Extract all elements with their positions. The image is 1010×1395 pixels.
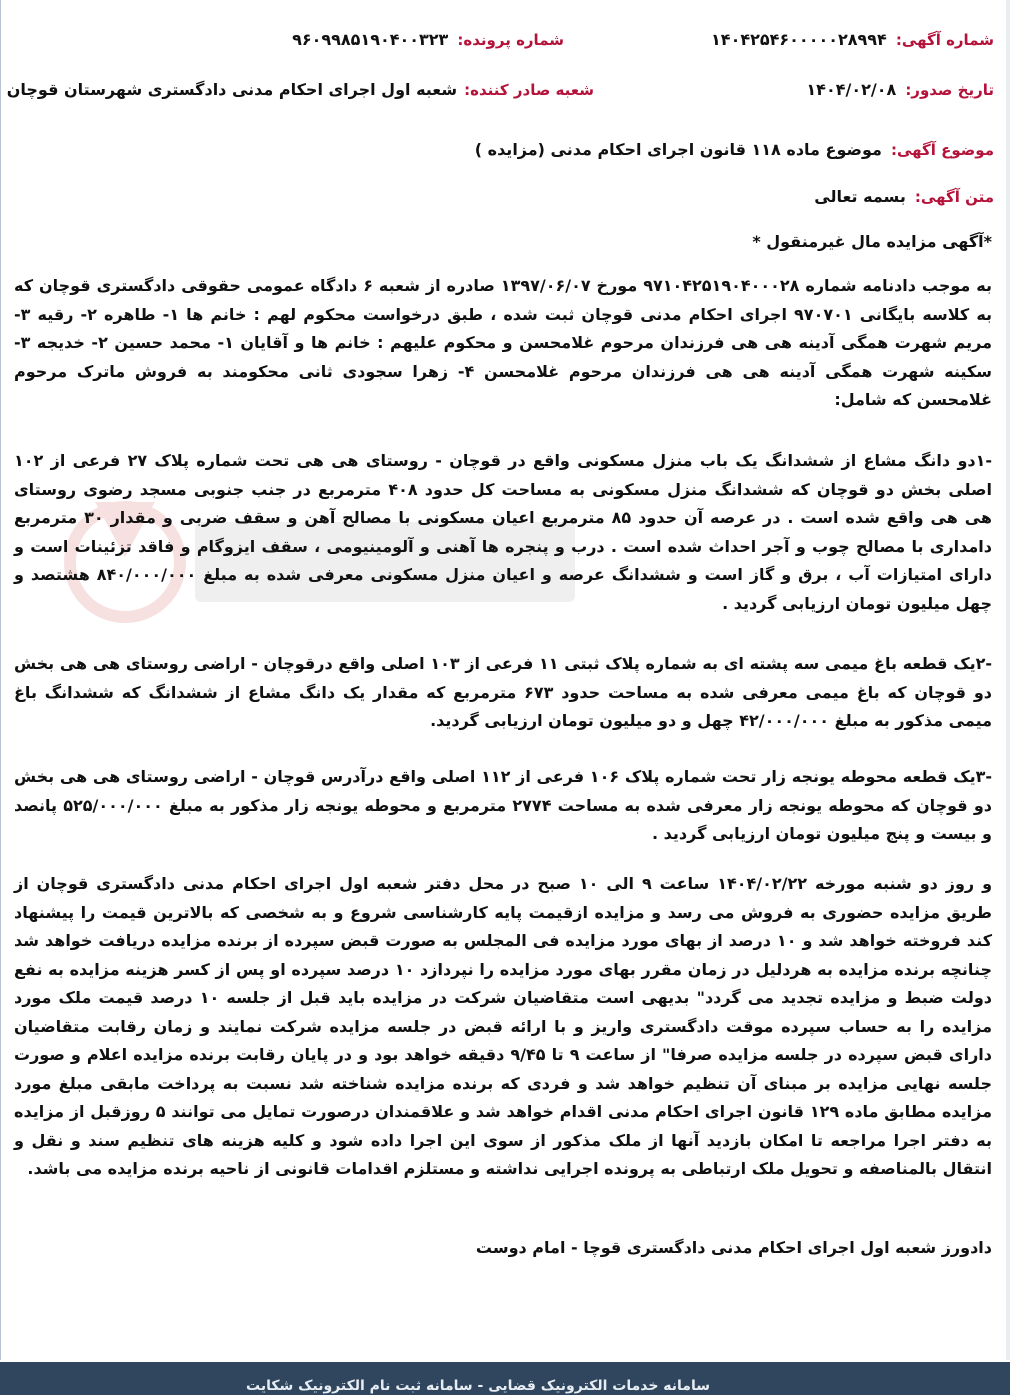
subject: موضوع ماده ۱۱۸ قانون اجرای احکام مدنی (مزایده ) [474, 140, 882, 159]
issue-date-label: تاریخ صدور: [905, 81, 994, 99]
text-start-row [814, 187, 994, 206]
ad-number: ۱۴۰۴۲۵۴۶۰۰۰۰۰۲۸۹۹۴ [711, 30, 887, 49]
footer-bar [0, 1362, 1010, 1395]
text-start: بسمه تعالی [814, 187, 906, 206]
scrollbar-track[interactable] [1006, 0, 1010, 1360]
subject-row [475, 140, 994, 159]
subject-label: موضوع آگهی: [890, 141, 994, 159]
footer-text: سامانه خدمات الکترونیک قضایی - سامانه ثبت نام الکترونیک شکایت [246, 1378, 710, 1394]
issue-date: ۱۴۰۴/۰۲/۰۸ [806, 80, 897, 99]
auction-paragraph: و روز دو شنبه مورخه ۱۴۰۴/۰۲/۲۲ ساعت ۹ الی ۱۰ صبح در محل دفتر شعبه اول اجرای احکام مدنی دادگستری قوچان از طریق مزایده حضوری به فروش می رسد و مزایده ازقیمت پایه کارشناسی شروع و به شخصی که بالاترین قیمت را پیشنهاد کند فروخته خواهد شد و ۱۰ درصد از بهای مورد مزایده فی المجلس به صورت قبض سپرده از برنده مزایده دریافت خواهد شد چنانچه برنده مزایده به هردلیل در زمان مقرر بهای مورد مزایده را نپردازد ۱۰ درصد سپرده او پس از کسر هزینه مزایده به نفع دولت ضبط و مزایده تجدید می گردد" بدیهی است متقاضیان شرکت در مزایده باید قبل از جلسه ۱۰ درصد قیمت ملک مورد مزایده را به حساب سپرده موقت دادگستری واریز و با ارائه قبض در جلسه مزایده شرکت نمایند و زمان رقابت متقاضیان دارای قبض سپرده در جلسه مزایده صرفا" از ساعت ۹ تا ۹/۴۵ دقیقه خواهد بود و در پایان رقابت برنده مزایده اعلام و صورت جلسه نهایی مزایده بر مبنای آن تنظیم خواهد شد و فردی که برنده مزایده شناخته شد نسبت به پرداخت مابقی مبلغ مورد مزایده مطابق ماده ۱۲۹ قانون اجرای احکام مدنی اقدام خواهد شد و علاقمندان درصورت تمایل می توانند ۵ روزقبل از مزایده به دفتر اجرا مراجعه تا امکان بازدید آنها از ملک مذکور از سوی این اجرا داده شود و کلیه هزینه های تنظیم سند و نقل و انتقال بالمناصفه و تحویل ملک ارتباطی به پرونده اجرایی نداشته و مستلزم اقدامات قانونی از ناحیه برنده مزایده می باشد. [14, 874, 993, 1178]
issue-date-row [806, 80, 994, 99]
issuer: شعبه اول اجرای احکام مدنی دادگستری شهرستان قوچان [6, 80, 458, 99]
case-number: ۹۶۰۹۹۸۵۱۹۰۴۰۰۳۲۳ [292, 30, 449, 49]
case-number-label: شماره پرونده: [457, 31, 564, 49]
item-2-paragraph: -۲یک قطعه باغ میمی سه پشته ای به شماره پلاک ثبتی ۱۱ فرعی از ۱۰۳ اصلی واقع درقوچان - اراضی روستای هی هی بخش دو قوچان که باغ میمی معرفی شده به مساحت حدود ۶۷۳ مترمربع که مقدار یک دانگ مشاع از ششدانگ که ششدانگ باغ میمی مذکور به مبلغ ۴۲/۰۰۰/۰۰۰ چهل و دو میلیون تومان ارزیابی گردید. [14, 654, 993, 730]
signature-line: دادورز شعبه اول اجرای احکام مدنی دادگستری قوچا - امام دوست [475, 1238, 992, 1257]
text-label: متن آگهی: [914, 188, 994, 206]
case-number-row [292, 30, 564, 49]
issuer-row [7, 80, 594, 99]
notice-title: *آگهی مزایده مال غیرمنقول * [752, 232, 992, 251]
item-1-paragraph: -۱دو دانگ مشاع از ششدانگ یک باب منزل مسکونی واقع در قوچان - روستای هی هی تحت شماره پلاک ۲۷ فرعی از ۱۰۲ اصلی بخش دو قوچان که ششدانگ منزل مسکونی به مساحت کل حدود ۴۰۸ مترمربع در جنب جنوبی مسجد رضوی روستای هی هی واقع شده است . در عرصه آن حدود ۸۵ مترمربع اعیان مسکونی با مصالح آهن و سقف ضربی و مقدار ۳۰ مترمربع دامداری با مصالح چوب و آجر احداث شده است . درب و پنجره ها آهنی و آلومینیومی ، سقف ایزوگام و فاقد تزئینات است و دارای امتیازات آب ، برق و گاز است و ششدانگ عرصه و اعیان منزل مسکونی معرفی شده به مبلغ ۸۴۰/۰۰۰/۰۰۰ هشتصد و چهل میلیون تومان ارزیابی گردید . [14, 451, 993, 613]
issuer-label: شعبه صادر کننده: [464, 81, 594, 99]
item-3-paragraph: -۳یک قطعه محوطه یونجه زار تحت شماره پلاک ۱۰۶ فرعی از ۱۱۲ اصلی واقع درآدرس قوچان - اراضی روستای هی هی بخش دو قوچان که محوطه یونجه زار معرفی شده به مساحت ۲۷۷۴ مترمربع و محوطه یونجه زار مذکور به مبلغ ۵۲۵/۰۰۰/۰۰۰ پانصد و بیست و پنج میلیون تومان ارزیابی گردید . [14, 767, 993, 843]
ad-number-label: شماره آگهی: [895, 31, 994, 49]
ad-number-row [711, 30, 994, 49]
intro-paragraph: به موجب دادنامه شماره ۹۷۱۰۴۲۵۱۹۰۴۰۰۰۲۸ مورخ ۱۳۹۷/۰۶/۰۷ صادره از شعبه ۶ دادگاه عمومی حقوقی دادگستری قوچان که به کلاسه بایگانی ۹۷۰۷۰۱ اجرای احکام مدنی قوچان ثبت شده ، طبق درخواست محکوم لهم : خانم ها ۱- طاهره ۲- رقیه ۳- مریم شهرت همگی آدینه هی هی فرزندان مرحوم غلامحسن و محکوم علیهم : خانم ها و آقایان ۱- محمد حسین ۲- خدیجه ۳- سکینه شهرت همگی آدینه هی هی فرزندان مرحوم غلامحسن ۴- زهرا سجودی ثانی محکومند به فروش ماترک مرحوم غلامحسن که شامل: [14, 276, 993, 409]
